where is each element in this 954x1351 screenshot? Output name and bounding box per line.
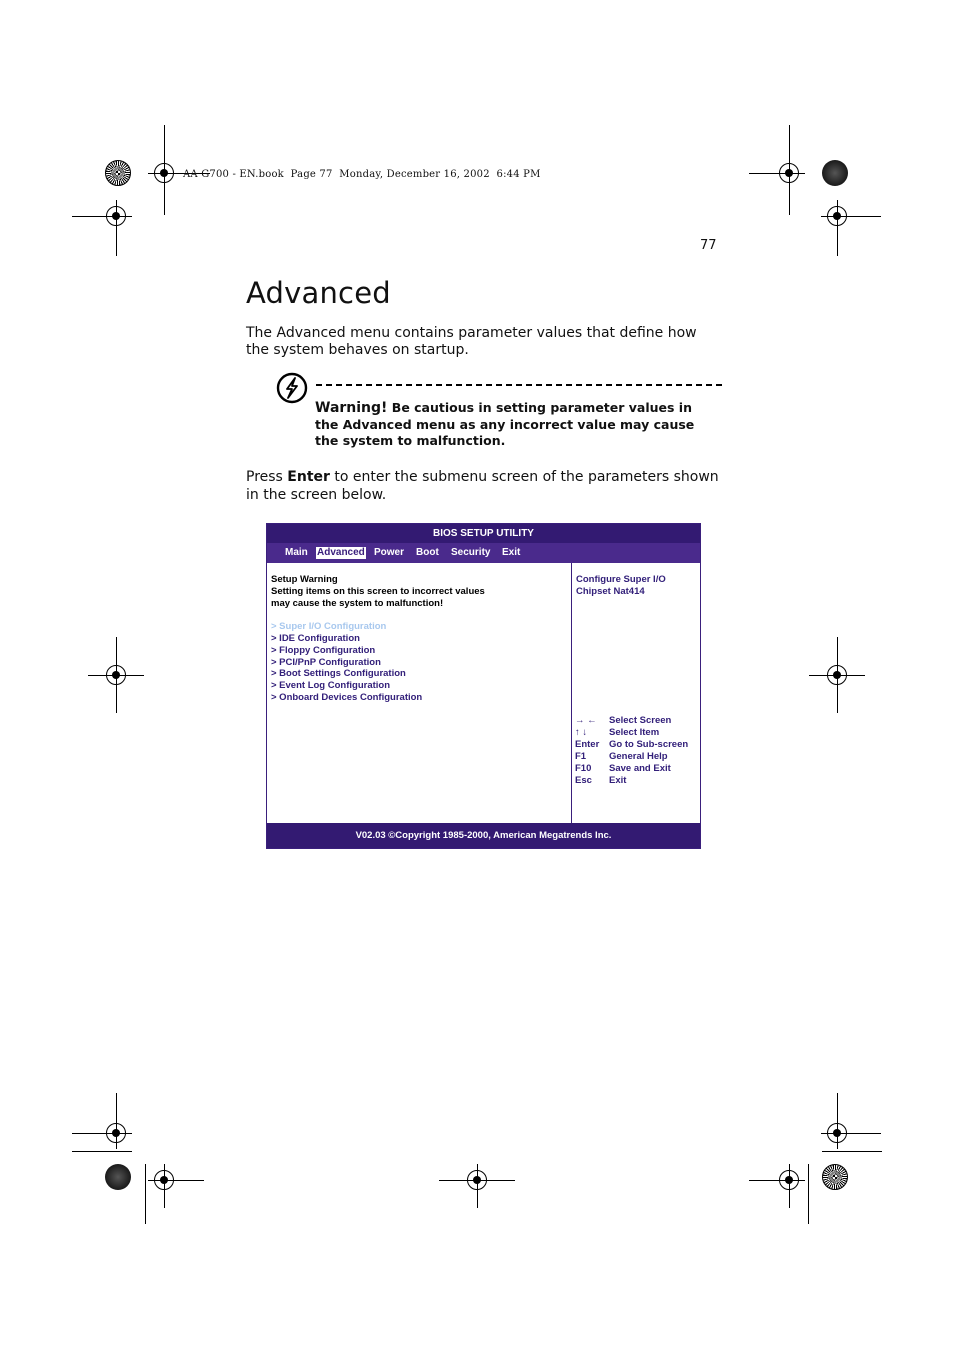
- help-line: Chipset Nat414: [576, 585, 645, 597]
- bios-panel-divider: [571, 563, 572, 823]
- key-desc: Exit: [609, 774, 627, 786]
- key-row: [575, 775, 688, 787]
- bios-menu-advanced[interactable]: Advanced: [317, 547, 365, 558]
- arrow-left-right-icon: → ←: [575, 715, 597, 726]
- key-desc: Save and Exit: [609, 762, 671, 774]
- bios-screen: [266, 523, 701, 849]
- page-number: 77: [700, 238, 717, 253]
- warning-lead: Warning!: [315, 400, 388, 416]
- setup-warning-title: Setup Warning: [271, 574, 338, 585]
- warning-text: Be cautious in setting parameter values in the Advanced menu as any incorrect value may cause the system to malfunction.: [315, 400, 695, 448]
- print-header: AA G700 - EN.book Page 77 Monday, December 16, 2002 6:44 PM: [183, 169, 541, 180]
- bios-key-legend: [575, 715, 688, 786]
- setup-warning-line: may cause the system to malfunction!: [271, 597, 444, 609]
- key-name: F10: [575, 762, 592, 774]
- bios-main-panel: [271, 574, 567, 704]
- key-desc: Select Item: [609, 726, 660, 738]
- key-row: [575, 763, 688, 775]
- bios-menu-bar: [267, 543, 700, 563]
- key-row: [575, 751, 688, 763]
- print-disc-icon: [822, 160, 848, 186]
- press-after: to enter the submenu screen of the parameters shown in the screen below.: [246, 469, 719, 503]
- setup-warning-line: Setting items on this screen to incorrect values: [271, 585, 485, 597]
- press-enter-paragraph: [246, 469, 726, 504]
- bios-item-floppy[interactable]: > Floppy Configuration: [271, 644, 376, 656]
- arrow-up-down-icon: ↑ ↓: [575, 726, 588, 738]
- bios-menu-security[interactable]: Security: [451, 547, 491, 558]
- key-desc: Go to Sub-screen: [609, 738, 689, 750]
- bios-item-pci-pnp[interactable]: > PCI/PnP Configuration: [271, 656, 381, 668]
- key-name: Esc: [575, 774, 592, 786]
- bios-item-event-log[interactable]: > Event Log Configuration: [271, 680, 391, 692]
- bios-item-ide[interactable]: > IDE Configuration: [271, 632, 360, 644]
- bios-help-panel: [576, 574, 666, 598]
- warning-note: [315, 400, 715, 450]
- help-line: Configure Super I/O: [576, 574, 666, 585]
- bios-item-boot-settings[interactable]: > Boot Settings Configuration: [271, 668, 406, 680]
- bios-menu-exit[interactable]: Exit: [502, 547, 521, 558]
- bios-menu-main[interactable]: Main: [285, 547, 308, 558]
- bios-menu-boot[interactable]: Boot: [416, 547, 439, 558]
- key-desc: General Help: [609, 750, 668, 762]
- enter-key-label: Enter: [287, 469, 330, 485]
- key-row: [575, 739, 688, 751]
- bios-title-bar: BIOS SETUP UTILITY: [267, 524, 700, 543]
- bios-item-onboard-devices[interactable]: > Onboard Devices Configuration: [271, 691, 423, 703]
- warning-divider: [316, 384, 722, 386]
- print-disc-icon: [105, 160, 131, 186]
- page-title: Advanced: [246, 276, 391, 310]
- key-desc: Select Screen: [609, 715, 672, 726]
- bios-menu-power[interactable]: Power: [374, 547, 405, 558]
- key-name: F1: [575, 750, 587, 762]
- bios-item-super-io[interactable]: > Super I/O Configuration: [271, 621, 387, 633]
- key-row: [575, 715, 688, 727]
- press-before: Press: [246, 469, 288, 485]
- print-disc-icon: [822, 1164, 848, 1190]
- key-row: [575, 727, 688, 739]
- lightning-warning-icon: [276, 372, 308, 404]
- key-name: Enter: [575, 738, 600, 750]
- print-disc-icon: [105, 1164, 131, 1190]
- bios-copyright-bar: V02.03 ©Copyright 1985-2000, American Megatrends Inc.: [267, 823, 700, 848]
- intro-paragraph: The Advanced menu contains parameter values that define how the system behaves on startup.: [246, 325, 697, 358]
